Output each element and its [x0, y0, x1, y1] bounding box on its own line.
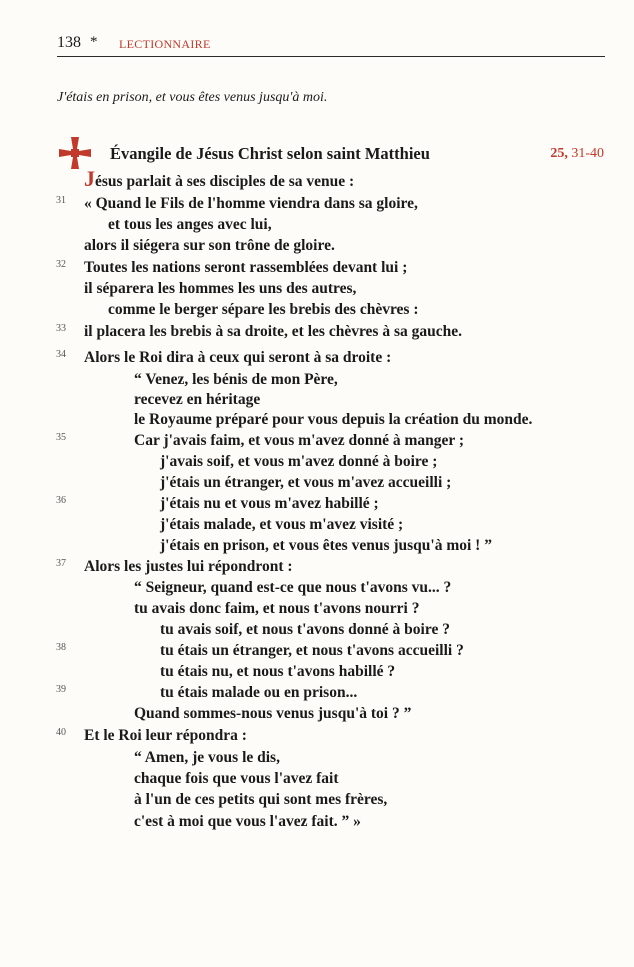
line-text: j'étais nu et vous m'avez habillé ;	[160, 495, 379, 512]
line-text: Quand sommes-nous venus jusqu'à toi ? ”	[134, 705, 412, 722]
verse-number: 35	[56, 432, 66, 443]
text-line	[160, 515, 403, 535]
line-text: j'étais un étranger, et vous m'avez accueilli ;	[160, 474, 452, 491]
line-text: j'avais soif, et vous m'avez donné à boire ;	[160, 453, 438, 470]
text-line	[160, 452, 437, 472]
verse-number: 38	[56, 642, 66, 653]
verse-number: 37	[56, 558, 66, 569]
text-line	[84, 166, 355, 192]
text-line	[134, 578, 451, 598]
line-text: tu avais donc faim, et nous t'avons nourri ?	[134, 600, 420, 617]
verse-number: 39	[56, 684, 66, 695]
page-header	[57, 32, 605, 57]
text-line	[134, 370, 338, 390]
line-text: j'étais malade, et vous m'avez visité ;	[160, 516, 404, 533]
line-text: “ Seigneur, quand est-ce que nous t'avons vu... ?	[134, 579, 452, 596]
line-text: il placera les brebis à sa droite, et les chèvres à sa gauche.	[84, 323, 462, 340]
line-text: “ Venez, les bénis de mon Père,	[134, 371, 338, 388]
line-text: à l'un de ces petits qui sont mes frères,	[134, 791, 388, 808]
verse-number: 32	[56, 259, 66, 270]
line-text: j'étais en prison, et vous êtes venus jusqu'à moi ! ”	[160, 537, 492, 554]
verse-number: 33	[56, 323, 66, 334]
verse-number: 31	[56, 195, 66, 206]
line-text: alors il siégera sur son trône de gloire.	[84, 237, 335, 254]
line-text: et tous les anges avec lui,	[108, 216, 272, 233]
page-number: 138	[57, 34, 81, 51]
text-line	[84, 279, 356, 299]
text-line	[108, 215, 272, 235]
reference-verses: 31-40	[571, 146, 604, 161]
drop-cap: J	[84, 166, 95, 191]
text-line	[160, 473, 451, 493]
text-line	[134, 748, 280, 768]
gospel-reference	[550, 146, 604, 162]
line-text: “ Amen, je vous le dis,	[134, 749, 280, 766]
text-line	[160, 683, 357, 703]
line-text: comme le berger sépare les brebis des chèvres :	[108, 301, 419, 318]
text-line	[134, 390, 260, 410]
star-mark: *	[90, 34, 98, 50]
gospel-title: Évangile de Jésus Christ selon saint Matthieu	[110, 144, 430, 163]
text-line	[160, 494, 379, 514]
text-line	[134, 769, 339, 789]
line-text: tu étais malade ou en prison...	[160, 684, 358, 701]
line-text: « Quand le Fils de l'homme viendra dans sa gloire,	[84, 195, 418, 212]
line-text: c'est à moi que vous l'avez fait. ” »	[134, 813, 361, 830]
text-line	[108, 300, 419, 320]
text-line	[160, 641, 464, 661]
text-line	[134, 812, 361, 832]
line-text: Alors les justes lui répondront :	[84, 558, 293, 575]
verse-number: 36	[56, 495, 66, 506]
reference-chapter: 25,	[550, 146, 568, 161]
line-text: il séparera les hommes les uns des autres,	[84, 280, 357, 297]
line-text: le Royaume préparé pour vous depuis la création du monde.	[134, 411, 533, 428]
text-line	[84, 557, 293, 577]
verse-number: 40	[56, 727, 66, 738]
text-line	[134, 790, 387, 810]
text-line	[84, 258, 407, 278]
line-text: ésus parlait à ses disciples de sa venue :	[95, 173, 355, 190]
line-text: tu étais un étranger, et nous t'avons accueilli ?	[160, 642, 464, 659]
line-text: chaque fois que vous l'avez fait	[134, 770, 339, 787]
text-line	[84, 194, 418, 214]
verse-number: 34	[56, 349, 66, 360]
line-text: Car j'avais faim, et vous m'avez donné à manger ;	[134, 432, 465, 449]
line-text: tu avais soif, et nous t'avons donné à boire ?	[160, 621, 450, 638]
text-line	[160, 620, 450, 640]
text-line	[84, 322, 462, 342]
text-line	[84, 236, 335, 256]
text-line	[160, 536, 492, 556]
line-text: Et le Roi leur répondra :	[84, 727, 247, 744]
text-line	[134, 599, 420, 619]
section-title: LECTIONNAIRE	[119, 37, 211, 51]
text-line	[134, 431, 464, 451]
text-line	[134, 704, 411, 724]
text-line	[84, 726, 247, 746]
cross-icon	[58, 136, 92, 170]
text-line	[134, 410, 532, 430]
antienne: J'étais en prison, et vous êtes venus jusqu'à moi.	[57, 90, 328, 105]
line-text: Toutes les nations seront rassemblées devant lui ;	[84, 259, 408, 276]
line-text: recevez en héritage	[134, 391, 261, 408]
line-text: tu étais nu, et nous t'avons habillé ?	[160, 663, 396, 680]
text-line	[84, 348, 391, 368]
line-text: Alors le Roi dira à ceux qui seront à sa droite :	[84, 349, 392, 366]
text-line	[160, 662, 395, 682]
